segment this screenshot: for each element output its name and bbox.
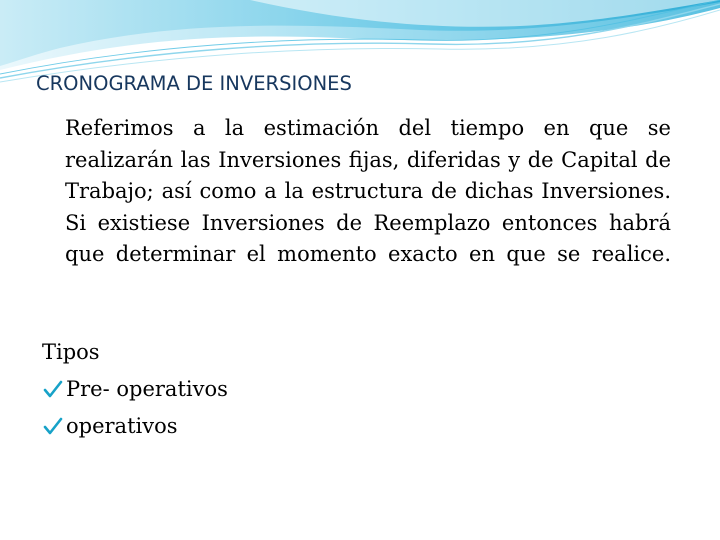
tipos-list [42, 371, 228, 445]
check-icon [42, 415, 64, 437]
tipos-heading: Tipos [42, 340, 100, 364]
page-title: CRONOGRAMA DE INVERSIONES [36, 72, 352, 95]
list-item [42, 371, 228, 408]
list-item-label: Pre- operativos [66, 377, 228, 401]
tipos-section [42, 334, 228, 445]
list-item-label: operativos [66, 414, 178, 438]
check-icon [42, 378, 64, 400]
body-paragraph: Referimos a la estimación del tiempo en que se realizarán las Inversiones fijas, diferidas y de Capital de Trabajo; así como a la estructura de dichas Inversiones. Si existiese Inversiones de Reemplazo entonces habrá que determinar el momento exacto en que se realice. [65, 116, 671, 266]
list-item [42, 408, 228, 445]
